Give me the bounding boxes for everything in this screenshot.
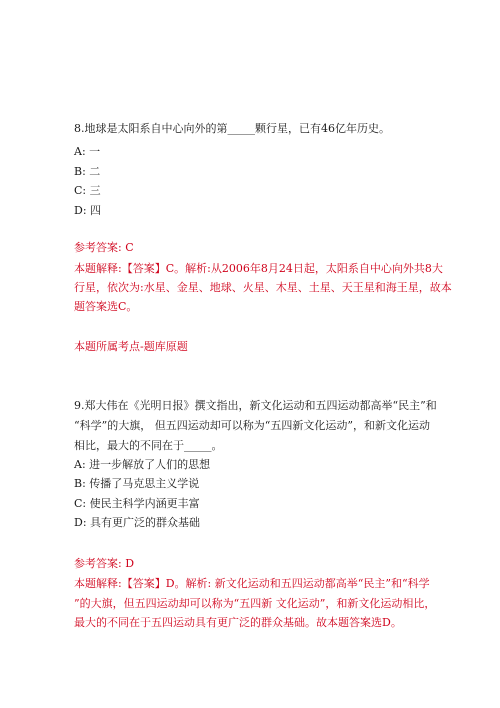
q9-stem-line-1: 9.郑大伟在《光明日报》撰文指出，新文化运动和五四运动都高举“民主”和 xyxy=(74,399,437,412)
q8-note: 本题所属考点-题库原题 xyxy=(74,340,188,353)
q9-option-c: C: 使民主科学内涵更丰富 xyxy=(74,497,200,510)
q9-explanation-line-3: 最大的不同在于五四运动具有更广泛的群众基础。故本题答案选D。 xyxy=(74,616,402,629)
q9-option-d: D: 具有更广泛的群众基础 xyxy=(74,516,201,529)
q8-answer: 参考答案: C xyxy=(74,241,134,254)
q9-stem-line-3: 相比，最大的不同在于_____。 xyxy=(74,439,223,452)
q8-option-b: B: 二 xyxy=(74,165,101,178)
q9-explanation-line-2: ”的大旗，但五四运动却可以称为“五四新 文化运动”，和新文化运动相比， xyxy=(74,597,436,610)
q9-explanation-line-1: 本题解释:【答案】D。解析: 新文化运动和五四运动都高举“民主”和“科学 xyxy=(74,577,430,590)
q8-option-a: A: 一 xyxy=(74,145,101,158)
q9-option-b: B: 传播了马克思主义学说 xyxy=(74,477,200,490)
q8-explanation-line-1: 本题解释:【答案】C。解析:从2006年8月24日起，太阳系自中心向外共8大 xyxy=(74,262,443,275)
q8-explanation-line-2: 行星，依次为:水星、金星、地球、火星、木星、土星、天王星和海王星，故本 xyxy=(74,281,452,294)
q8-stem: 8.地球是太阳系自中心向外的第_____颗行星，已有46亿年历史。 xyxy=(74,122,390,135)
q8-option-d: D: 四 xyxy=(74,204,102,217)
q9-answer: 参考答案: D xyxy=(74,557,135,570)
q8-option-c: C: 三 xyxy=(74,184,101,197)
q9-stem-line-2: “科学”的大旗， 但五四运动却可以称为“五四新文化运动”，和新文化运动 xyxy=(74,419,430,432)
q8-explanation-line-3: 题答案选C。 xyxy=(74,300,138,313)
q9-option-a: A: 进一步解放了人们的思想 xyxy=(74,458,211,471)
